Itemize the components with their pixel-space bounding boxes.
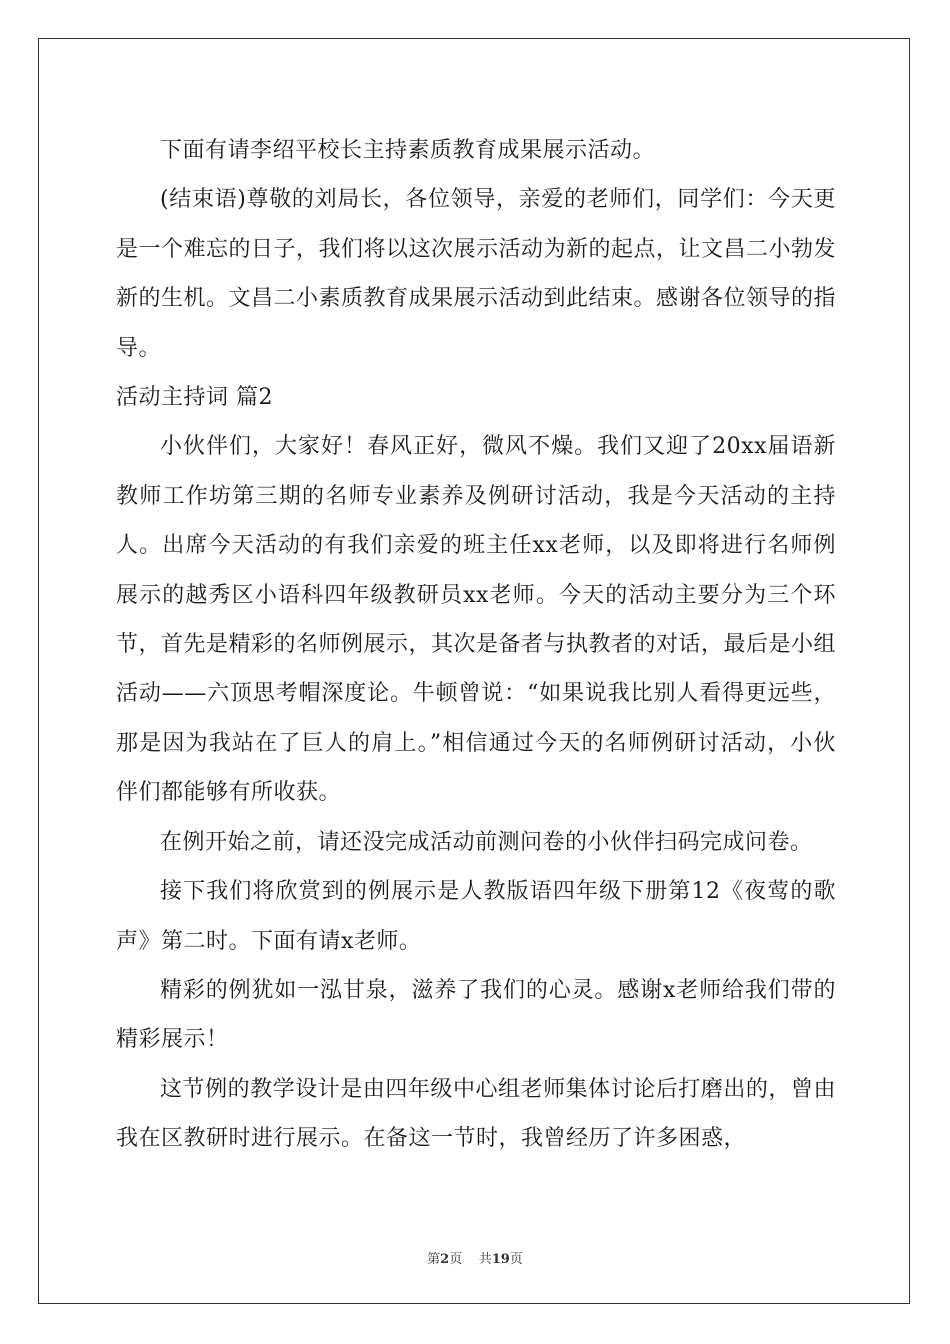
paragraph-4: 在例开始之前，请还没完成活动前测问卷的小伙伴扫码完成问卷。 [160, 829, 813, 855]
paragraph-6: 精彩的例犹如一泓甘泉，滋养了我们的心灵。感谢x老师给我们带的精彩展示！ [116, 977, 836, 1053]
footer-total-pages: 19 [491, 1252, 510, 1267]
footer-prefix: 第 [427, 1252, 441, 1267]
footer-page-number: 2 [440, 1252, 450, 1267]
paragraph-1: 下面有请李绍平校长主持素质教育成果展示活动。 [160, 138, 656, 163]
paragraph-3: 小伙伴们，大家好！春风正好，微风不燥。我们又迎了20xx届语新教师工作坊第三期的名师专业素养及例研讨活动，我是今天活动的主持人。出席今天活动的有我们亲爱的班主任xx老师，以及即将进行名师例展示的越秀区小语科四年级教研员xx老师。今天的活动主要分为三个环节，首先是精彩的名师例展示，其次是备者与执教者的对话，最后是小组活动——六顶思考帽深度论。牛顿曾说：“如果说我比别人看得更远些，那是因为我站在了巨人的肩上。”相信通过今天的名师例研讨活动，小伙伴们都能够有所收获。 [116, 434, 837, 806]
section-heading: 活动主持词 篇2 [116, 385, 273, 411]
footer-suffix: 页 [509, 1252, 523, 1267]
paragraph-5: 接下我们将欣赏到的例展示是人教版语四年级下册第12《夜莺的歌声》第二时。下面有请x老师。 [116, 879, 836, 954]
paragraph-2: (结束语)尊敬的刘局长，各位领导，亲爱的老师们，同学们：今天更是一个难忘的日子，我们将以这次展示活动为新的起点，让文昌二小勃发新的生机。文昌二小素质教育成果展示活动到此结束。感谢各位领导的指导。 [116, 187, 837, 361]
page-footer [0, 1248, 950, 1267]
paragraph-7: 这节例的教学设计是由四年级中心组老师集体讨论后打磨出的，曾由我在区教研时进行展示。在备这一节时，我曾经历了许多困惑， [116, 1076, 836, 1152]
footer-middle: 页 共 [449, 1252, 492, 1267]
document-body [116, 126, 836, 1164]
